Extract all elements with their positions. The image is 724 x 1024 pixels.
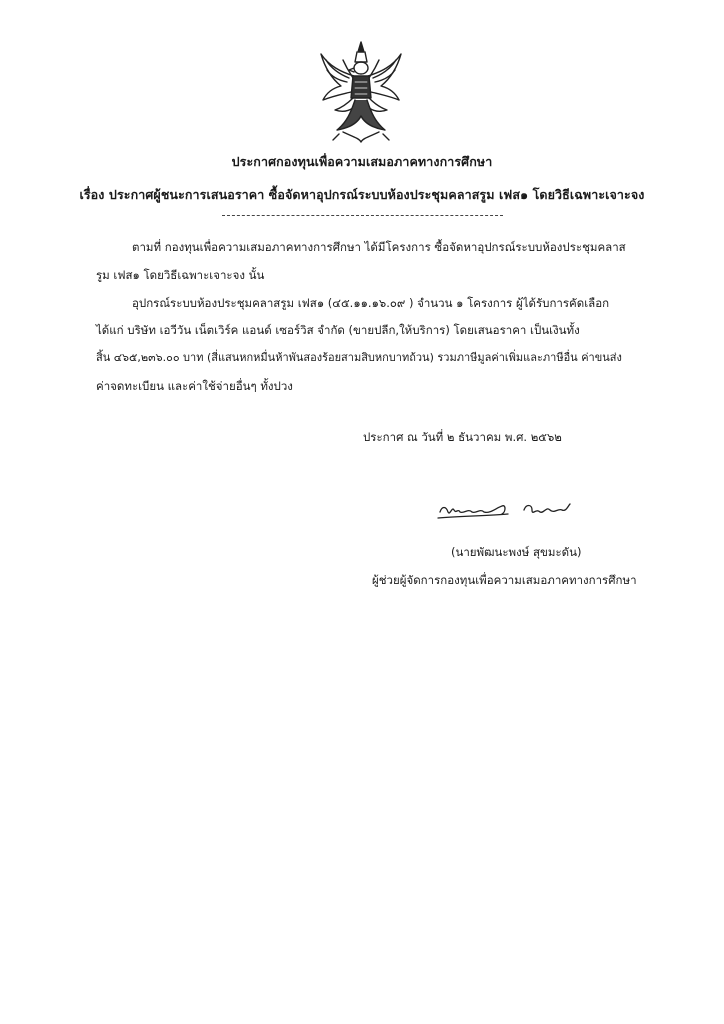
announcement-date: ประกาศ ณ วันที่ ๒ ธันวาคม พ.ศ. ๒๕๖๒ [363, 430, 562, 444]
announcement-subject: เรื่อง ประกาศผู้ชนะการเสนอราคา ซื้อจัดหาอุปกรณ์ระบบห้องประชุมคลาสรูม เฟส๑ โดยวิธีเฉพาะเจาะจง [79, 187, 645, 202]
signatory-name: (นายพัฒนะพงษ์ สุขมะดัน) [451, 545, 582, 559]
handwritten-signature [432, 492, 582, 526]
paragraph-2-line-4: ค่าจดทะเบียน และค่าใช้จ่ายอื่นๆ ทั้งปวง [96, 379, 293, 393]
signatory-position: ผู้ช่วยผู้จัดการกองทุนเพื่อความเสมอภาคทางการศึกษา [372, 573, 637, 587]
paragraph-2-line-3: สิ้น ๔๖๕,๒๓๖.๐๐ บาท (สี่แสนหกหมื่นห้าพันสองร้อยสามสิบหกบาทถ้วน) รวมภาษีมูลค่าเพิ่มและภาษีอื่น ค่าขนส่ง [96, 351, 622, 364]
garuda-emblem-icon [313, 38, 409, 146]
announcement-title: ประกาศกองทุนเพื่อความเสมอภาคทางการศึกษา [231, 154, 493, 169]
divider [222, 215, 503, 216]
paragraph-2-line-1: อุปกรณ์ระบบห้องประชุมคลาสรูม เฟส๑ (๔๕.๑๑.๑๖.๐๙ ) จำนวน ๑ โครงการ ผู้ได้รับการคัดเลือก [132, 296, 610, 310]
paragraph-2-line-2: ได้แก่ บริษัท เอวีวัน เน็ตเวิร์ค แอนด์ เซอร์วิส จำกัด (ขายปลีก,ให้บริการ) โดยเสนอราคา เป็นเงินทั้ง [96, 323, 580, 337]
paragraph-1-line-2: รูม เฟส๑ โดยวิธีเฉพาะเจาะจง นั้น [96, 268, 265, 282]
paragraph-1-line-1: ตามที่ กองทุนเพื่อความเสมอภาคทางการศึกษา ได้มีโครงการ ซื้อจัดหาอุปกรณ์ระบบห้องประชุมคลาส [132, 240, 626, 254]
